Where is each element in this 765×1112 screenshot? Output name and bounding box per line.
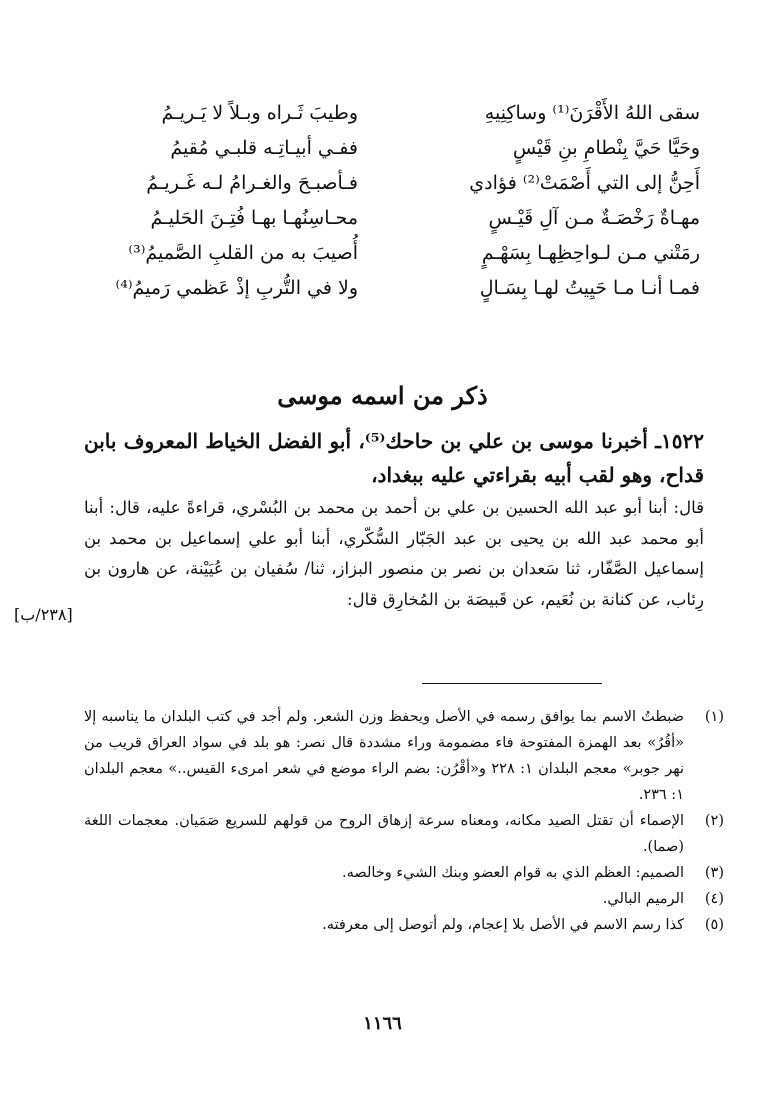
verse-first-hemistich: أَحِنُّ إلى التي أَصْمَتْ⁽²⁾ فؤادي: [469, 172, 700, 194]
verse-second-hemistich: ولا في التُّربِ إذْ عَظمي رَميمُ⁽⁴⁾: [115, 277, 358, 299]
footnote-number: (٣): [704, 865, 724, 881]
hadith-isnad: قال: أبنا أبو عبد الله الحسين بن علي بن أحمد بن محمد بن البُسْري، قراءةً عليه، قال: أبنا أبو محمد عبد الله بن يحيى بن عبد الجَبّار السُّكّري، أبنا أبو علي إسماعيل بن محمد بن إسماعيل الصَّفّار، ثنا سَعدان بن نصر بن منصور البزاز، ثنا/ سُفيان بن عُيَيْنة، عن هارون بن رِئاب، عن كنانة بن نُعَيم، عن قَبيصَة بن المُخارِق قال:: [84, 498, 704, 609]
verse-first-hemistich: رمَتْني مـن لـواحِظِهـا بِسَهْـمٍ: [481, 242, 700, 264]
footnote-text: الإصماء أن تقتل الصيد مكانه، ومعناه سرعة إزهاق الروح من قولهم للسريع صَمَيان. معجمات اللغة (صما).: [84, 813, 684, 855]
page-number: ١١٦٦: [363, 1013, 402, 1034]
footnote: [84, 808, 724, 860]
section-title: ذكر من اسمه موسى: [277, 381, 488, 410]
footnote-number: (٤): [704, 891, 724, 907]
poem-verse: [60, 236, 700, 271]
footnote: [84, 886, 724, 912]
poem-verse: [60, 201, 700, 236]
verse-second-hemistich: محـاسِنُهـا بهـا فُتِـنَ الحَليـمُ: [150, 207, 358, 229]
verse-first-hemistich: فمـا أنـا مـا حَيِيتُ لهـا بِسَـالٍ: [479, 277, 700, 299]
verse-second-hemistich: ففـي أبيـاتِـه قلبـي مُقيمُ: [170, 137, 358, 159]
verse-second-hemistich: فـأصبـحَ والغـرامُ لـه غَـريـمُ: [146, 172, 358, 194]
footnotes: [84, 704, 724, 938]
footnote-divider: [422, 683, 602, 684]
poem-verse: [60, 166, 700, 201]
footnote-text: الرميم البالي.: [602, 891, 684, 907]
footnote-text: ضبطتُ الاسم بما يوافق رسمه في الأصل ويحفظ وزن الشعر. ولم أجد في كتب البلدان ما يناسبه إلا «أقُرُ» بعد الهمزة المفتوحة فاء مضمومة وراء مشددة قال نصر: هو بلد في سواد العراق قريب من نهر جوبر» معجم البلدان ١: ٢٢٨ و«أقْرُن: بضم الراء موضع في شعر امرىء القيس..» معجم البلدان ١: ٢٣٦.: [84, 709, 685, 803]
poem-verse: [60, 131, 700, 166]
verse-first-hemistich: وحَيَّا حَيَّ بِنْطامِ بنِ قَيْسٍ: [512, 137, 700, 159]
verse-second-hemistich: وطيبَ ثَـراه وبـلاً لا يَـريـمُ: [161, 102, 358, 124]
poem: [60, 96, 700, 306]
verse-second-hemistich: أُصيبَ به من القلبِ الصَّميمُ⁽³⁾: [128, 242, 358, 264]
footnote-text: كذا رسم الاسم في الأصل بلا إعجام، ولم أتوصل إلى معرفته.: [322, 917, 684, 933]
footnote-number: (٢): [704, 813, 724, 829]
footnote-number: (٥): [704, 917, 724, 933]
footnote: [84, 704, 724, 808]
footnote-number: (١): [704, 709, 724, 725]
hadith-lead: ١٥٢٢ـ أخبرنا موسى بن علي بن حاحك⁽⁵⁾، أبو الفضل الخياط المعروف بابن قداح، وهو لقب أبيه بقراءتي عليه ببغداد،: [84, 429, 704, 487]
poem-verse: [60, 271, 700, 306]
verse-first-hemistich: مهـاةٌ رَخْصَـةٌ مـن آلِ قَيْـسٍ: [488, 207, 700, 229]
footnote-text: الصميم: العظم الذي به قوام العضو وبنك الشيء وخالصه.: [341, 865, 684, 881]
manuscript-folio-marker: [٢٣٨/ب]: [14, 605, 73, 624]
verse-first-hemistich: سقى اللهُ الأَقْرَنَ⁽¹⁾ وساكِنِيهِ: [484, 102, 700, 124]
footnote: [84, 912, 724, 938]
poem-verse: [60, 96, 700, 131]
footnote: [84, 860, 724, 886]
